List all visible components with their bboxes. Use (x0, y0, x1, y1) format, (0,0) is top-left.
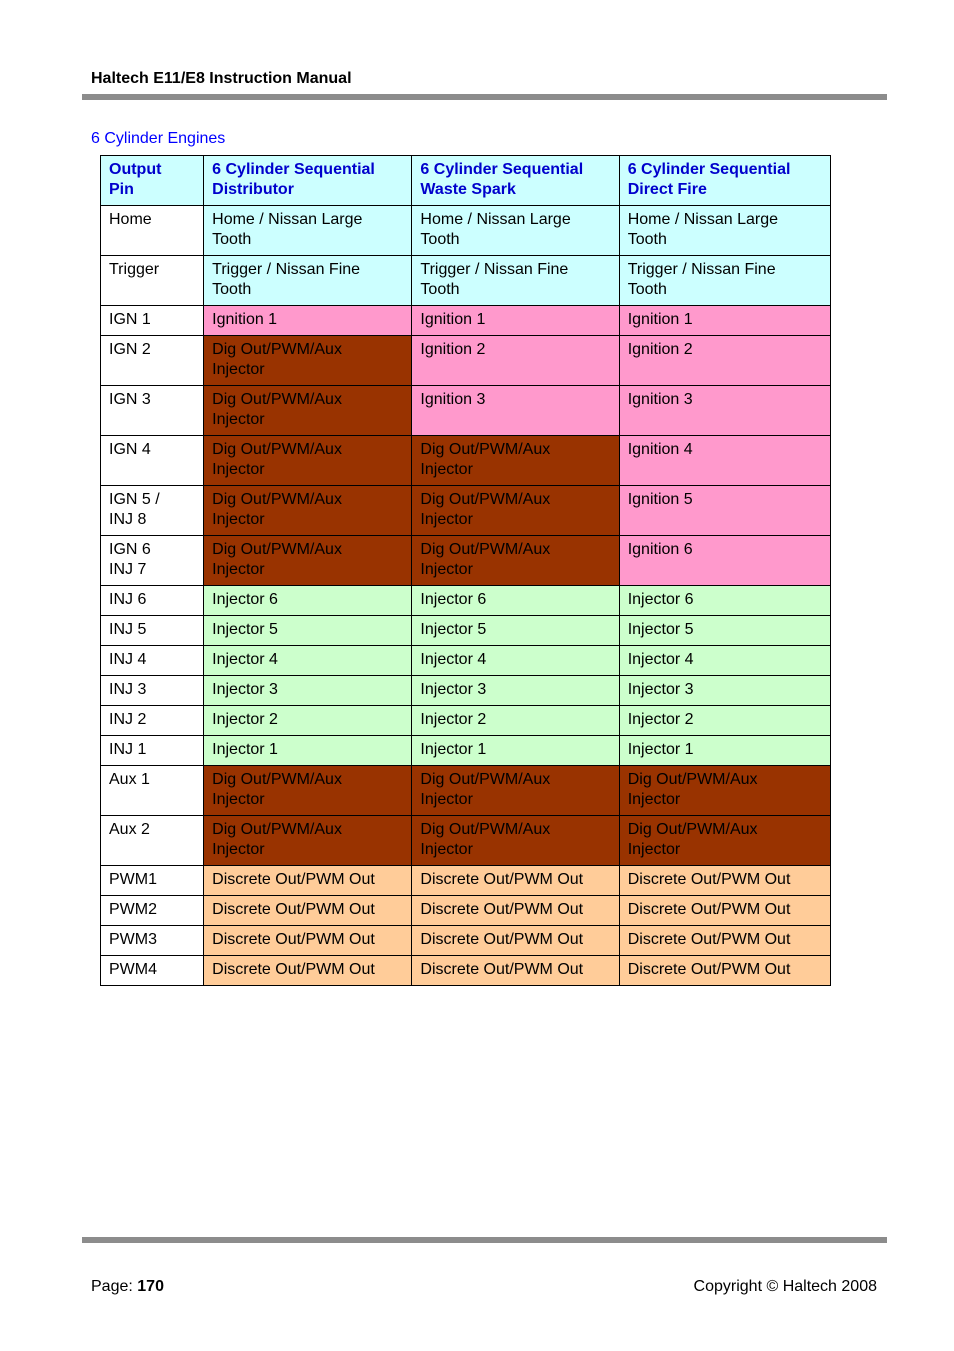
table-cell-function: Ignition 3 (619, 386, 830, 436)
table-cell-function: Discrete Out/PWM Out (619, 926, 830, 956)
table-cell-function: Dig Out/PWM/Aux Injector (204, 816, 412, 866)
table-cell-function: Dig Out/PWM/Aux Injector (619, 766, 830, 816)
table-cell-function: Ignition 3 (412, 386, 619, 436)
table-cell-function: Dig Out/PWM/Aux Injector (412, 816, 619, 866)
table-row (101, 646, 831, 676)
table-cell-function: Dig Out/PWM/Aux Injector (204, 336, 412, 386)
table-cell-function: Dig Out/PWM/Aux Injector (412, 536, 619, 586)
table-cell-pin: IGN 2 (101, 336, 204, 386)
table-cell-pin: INJ 1 (101, 736, 204, 766)
table-cell-pin: INJ 2 (101, 706, 204, 736)
table-cell-function: Trigger / Nissan Fine Tooth (412, 256, 619, 306)
table-cell-function: Injector 4 (412, 646, 619, 676)
table-cell-function: Discrete Out/PWM Out (204, 866, 412, 896)
table-cell-function: Discrete Out/PWM Out (412, 926, 619, 956)
header-divider (82, 94, 887, 100)
table-row (101, 926, 831, 956)
table-cell-function: Ignition 2 (619, 336, 830, 386)
table-cell-function: Injector 3 (412, 676, 619, 706)
page-number: 170 (137, 1278, 164, 1295)
table-cell-function: Injector 1 (619, 736, 830, 766)
table-cell-function: Discrete Out/PWM Out (412, 866, 619, 896)
table-cell-pin: PWM4 (101, 956, 204, 986)
column-header-waste-spark: 6 Cylinder Sequential Waste Spark (412, 156, 619, 206)
table-cell-pin: IGN 5 / INJ 8 (101, 486, 204, 536)
table-cell-function: Injector 6 (619, 586, 830, 616)
table-row (101, 256, 831, 306)
table-row (101, 336, 831, 386)
table-cell-function: Home / Nissan Large Tooth (204, 206, 412, 256)
document-header-title: Haltech E11/E8 Instruction Manual (91, 70, 352, 87)
footer-copyright: Copyright © Haltech 2008 (693, 1278, 877, 1295)
table-cell-function: Injector 5 (619, 616, 830, 646)
column-header-direct-fire: 6 Cylinder Sequential Direct Fire (619, 156, 830, 206)
table-cell-pin: PWM2 (101, 896, 204, 926)
table-cell-function: Injector 2 (204, 706, 412, 736)
table-cell-function: Discrete Out/PWM Out (412, 896, 619, 926)
table-cell-function: Injector 2 (412, 706, 619, 736)
table-cell-function: Injector 2 (619, 706, 830, 736)
table-cell-function: Dig Out/PWM/Aux Injector (204, 436, 412, 486)
table-cell-function: Injector 5 (412, 616, 619, 646)
table-cell-function: Injector 3 (619, 676, 830, 706)
table-cell-pin: INJ 5 (101, 616, 204, 646)
table-cell-function: Dig Out/PWM/Aux Injector (412, 436, 619, 486)
table-cell-function: Dig Out/PWM/Aux Injector (412, 766, 619, 816)
table-row (101, 736, 831, 766)
table-row (101, 306, 831, 336)
page-label: Page: (91, 1278, 138, 1295)
table-header-row (101, 156, 831, 206)
table-cell-pin: INJ 3 (101, 676, 204, 706)
table-cell-pin: Home (101, 206, 204, 256)
table-row (101, 436, 831, 486)
table-row (101, 616, 831, 646)
table-cell-function: Discrete Out/PWM Out (204, 926, 412, 956)
table-row (101, 956, 831, 986)
table-cell-function: Discrete Out/PWM Out (412, 956, 619, 986)
table-row (101, 816, 831, 866)
section-title: 6 Cylinder Engines (91, 130, 226, 147)
table-cell-pin: PWM1 (101, 866, 204, 896)
table-row (101, 536, 831, 586)
table-cell-pin: IGN 3 (101, 386, 204, 436)
table-row (101, 206, 831, 256)
table-row (101, 766, 831, 816)
table-cell-function: Discrete Out/PWM Out (204, 956, 412, 986)
table-row (101, 586, 831, 616)
table-cell-function: Ignition 6 (619, 536, 830, 586)
table-cell-pin: Trigger (101, 256, 204, 306)
table-cell-function: Injector 5 (204, 616, 412, 646)
table-row (101, 676, 831, 706)
table-cell-pin: PWM3 (101, 926, 204, 956)
table-cell-pin: INJ 6 (101, 586, 204, 616)
table-row (101, 386, 831, 436)
table-cell-function: Injector 6 (204, 586, 412, 616)
table-cell-pin: IGN 4 (101, 436, 204, 486)
column-header-output-pin: Output Pin (101, 156, 204, 206)
table-cell-function: Home / Nissan Large Tooth (412, 206, 619, 256)
table-row (101, 486, 831, 536)
table-cell-pin: Aux 2 (101, 816, 204, 866)
table-cell-pin: IGN 1 (101, 306, 204, 336)
table-row (101, 896, 831, 926)
footer-divider (82, 1237, 887, 1243)
table-cell-function: Discrete Out/PWM Out (204, 896, 412, 926)
table-cell-function: Injector 1 (412, 736, 619, 766)
table-cell-pin: IGN 6 INJ 7 (101, 536, 204, 586)
table-cell-function: Ignition 4 (619, 436, 830, 486)
table-cell-function: Discrete Out/PWM Out (619, 866, 830, 896)
output-pin-table (100, 155, 831, 986)
table-cell-pin: INJ 4 (101, 646, 204, 676)
column-header-distributor: 6 Cylinder Sequential Distributor (204, 156, 412, 206)
table-cell-function: Injector 1 (204, 736, 412, 766)
table-body (101, 206, 831, 986)
table-cell-function: Home / Nissan Large Tooth (619, 206, 830, 256)
table-cell-function: Injector 6 (412, 586, 619, 616)
table-cell-function: Discrete Out/PWM Out (619, 896, 830, 926)
table-row (101, 706, 831, 736)
table-cell-function: Ignition 1 (204, 306, 412, 336)
table-cell-function: Dig Out/PWM/Aux Injector (204, 536, 412, 586)
table-cell-function: Dig Out/PWM/Aux Injector (204, 486, 412, 536)
table-cell-function: Injector 3 (204, 676, 412, 706)
table-cell-function: Discrete Out/PWM Out (619, 956, 830, 986)
table-cell-function: Dig Out/PWM/Aux Injector (412, 486, 619, 536)
table-row (101, 866, 831, 896)
table-cell-function: Trigger / Nissan Fine Tooth (619, 256, 830, 306)
table-cell-function: Injector 4 (619, 646, 830, 676)
table-cell-function: Dig Out/PWM/Aux Injector (204, 766, 412, 816)
table-cell-function: Dig Out/PWM/Aux Injector (619, 816, 830, 866)
table-cell-function: Trigger / Nissan Fine Tooth (204, 256, 412, 306)
table-cell-function: Ignition 2 (412, 336, 619, 386)
table-cell-function: Injector 4 (204, 646, 412, 676)
table-cell-function: Ignition 1 (619, 306, 830, 336)
table-cell-function: Ignition 5 (619, 486, 830, 536)
table-cell-pin: Aux 1 (101, 766, 204, 816)
footer-page (91, 1278, 164, 1296)
table-cell-function: Ignition 1 (412, 306, 619, 336)
table-cell-function: Dig Out/PWM/Aux Injector (204, 386, 412, 436)
